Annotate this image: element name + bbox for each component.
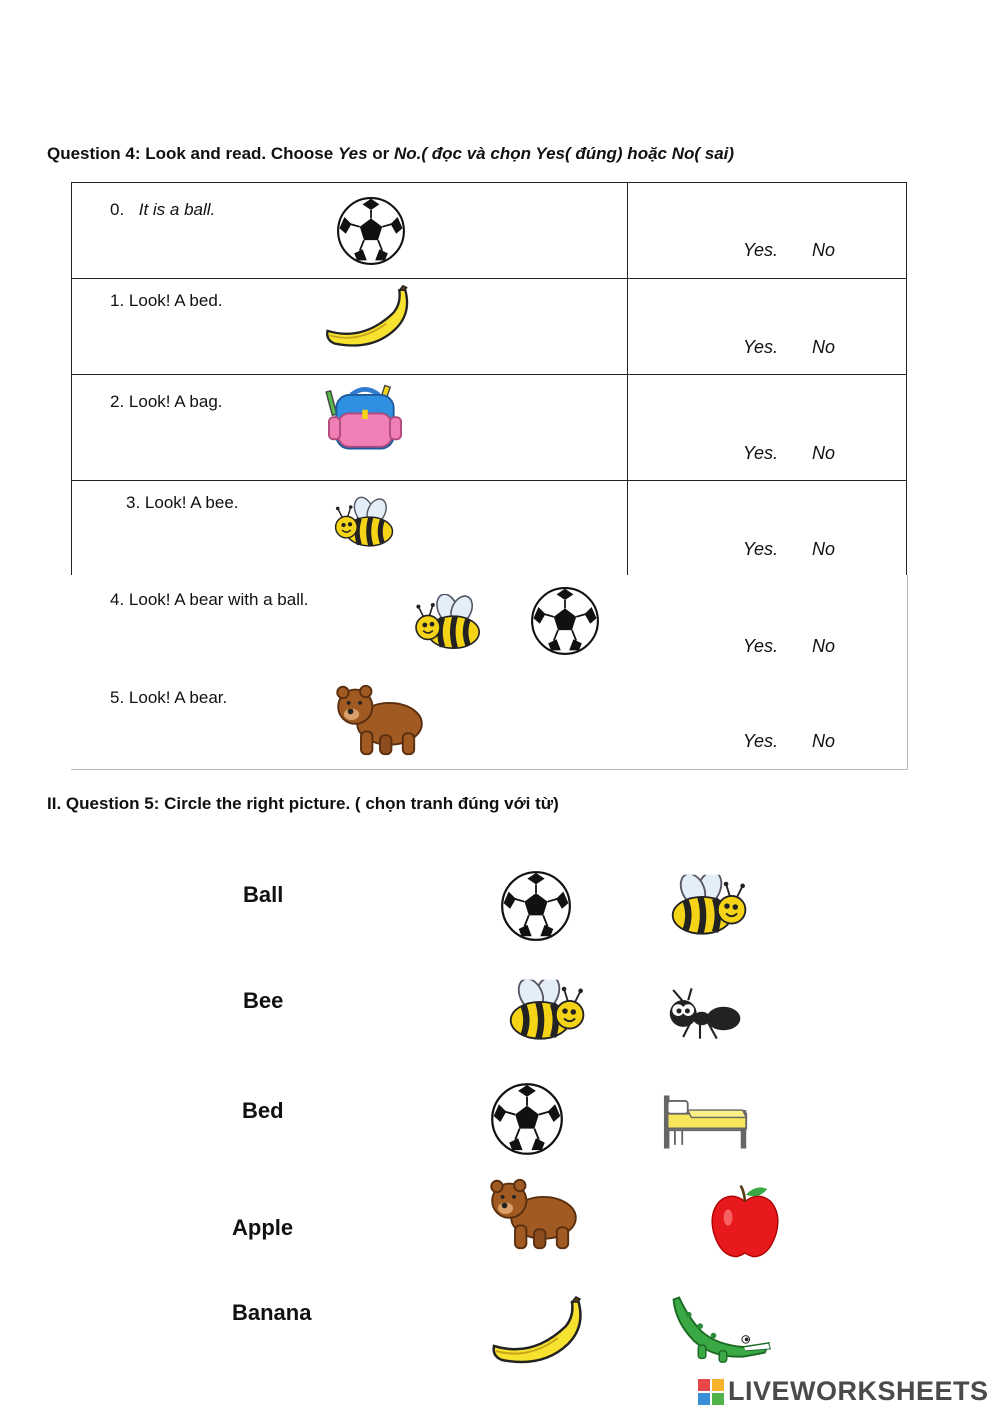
table-border-top <box>71 182 907 183</box>
no-option[interactable]: No <box>812 539 836 559</box>
no-option[interactable]: No <box>812 240 836 260</box>
ant-choice[interactable] <box>658 984 742 1048</box>
question5-title: II. Question 5: Circle the right picture. ( chọn tranh đúng với từ) <box>47 794 559 813</box>
bear-icon <box>332 682 428 758</box>
table-row-divider <box>71 374 907 375</box>
yes-no-options <box>743 443 835 464</box>
bear-choice[interactable] <box>486 1176 582 1252</box>
question-item-2 <box>110 392 223 412</box>
school-bag-icon <box>322 382 408 456</box>
item-number: 3. <box>126 493 141 512</box>
item-text: Look! A bee. <box>144 493 239 512</box>
item-number: 1. <box>110 291 125 310</box>
yes-option[interactable]: Yes. <box>743 337 779 357</box>
bed-choice[interactable] <box>658 1090 754 1154</box>
word-bed: Bed <box>242 1098 284 1123</box>
question-item-0 <box>110 200 215 220</box>
crocodile-choice[interactable] <box>668 1290 776 1366</box>
soccer-ball-icon <box>530 586 600 656</box>
logo-text: LIVEWORKSHEETS <box>728 1376 989 1406</box>
bee-icon <box>412 594 492 656</box>
word-bee: Bee <box>243 988 284 1013</box>
title-prefix: Question 4: Look and read. Choose <box>47 144 338 163</box>
no-option[interactable]: No <box>812 443 836 463</box>
question-item-1 <box>110 291 223 311</box>
item-text: Look! A bear. <box>128 688 228 707</box>
item-number: 2. <box>110 392 125 411</box>
question-item-4 <box>110 590 308 610</box>
word-ball: Ball <box>243 882 284 907</box>
item-text: Look! A bed. <box>128 291 223 310</box>
item-number: 4. <box>110 590 125 609</box>
item-text: It is a ball. <box>138 200 216 219</box>
bee-icon <box>332 496 404 554</box>
soccer-ball-choice[interactable] <box>500 870 572 942</box>
bee-choice[interactable] <box>496 978 588 1046</box>
title-rest: No.( đọc và chọn Yes( đúng) hoặc No( sai) <box>394 144 735 163</box>
table-border-right-lower <box>907 575 908 769</box>
title-or: or <box>367 144 395 163</box>
yes-option[interactable]: Yes. <box>743 731 779 751</box>
item-number: 0. <box>110 200 125 219</box>
yes-option[interactable]: Yes. <box>743 443 779 463</box>
yes-no-options <box>743 539 835 560</box>
yes-option[interactable]: Yes. <box>743 240 779 260</box>
table-column-divider <box>627 182 628 575</box>
word-banana: Banana <box>232 1300 312 1325</box>
question-item-5 <box>110 688 227 708</box>
bee-choice[interactable] <box>658 874 750 940</box>
no-option[interactable]: No <box>812 731 836 751</box>
word-apple: Apple <box>232 1215 294 1240</box>
no-option[interactable]: No <box>812 337 836 357</box>
liveworksheets-logo <box>698 1376 989 1407</box>
soccer-ball-icon <box>336 196 406 266</box>
table-row-divider <box>71 480 907 481</box>
item-text: Look! A bag. <box>128 392 223 411</box>
logo-icon <box>698 1379 724 1405</box>
table-border-right <box>906 182 907 575</box>
banana-icon <box>322 284 414 350</box>
yes-option[interactable]: Yes. <box>743 539 779 559</box>
title-yes: Yes <box>337 144 368 163</box>
banana-choice[interactable] <box>488 1296 588 1366</box>
apple-choice[interactable] <box>704 1182 786 1262</box>
yes-no-options <box>743 731 835 752</box>
table-row-divider <box>71 278 907 279</box>
no-option[interactable]: No <box>812 636 836 656</box>
yes-no-options <box>743 337 835 358</box>
soccer-ball-choice[interactable] <box>490 1082 564 1156</box>
yes-no-options <box>743 240 835 261</box>
table-border-left <box>71 182 72 575</box>
item-number: 5. <box>110 688 125 707</box>
yes-no-options <box>743 636 835 657</box>
question4-title <box>47 144 734 164</box>
table-border-bottom <box>71 769 908 770</box>
item-text: Look! A bear with a ball. <box>128 590 309 609</box>
yes-option[interactable]: Yes. <box>743 636 779 656</box>
question-item-3 <box>126 493 239 513</box>
